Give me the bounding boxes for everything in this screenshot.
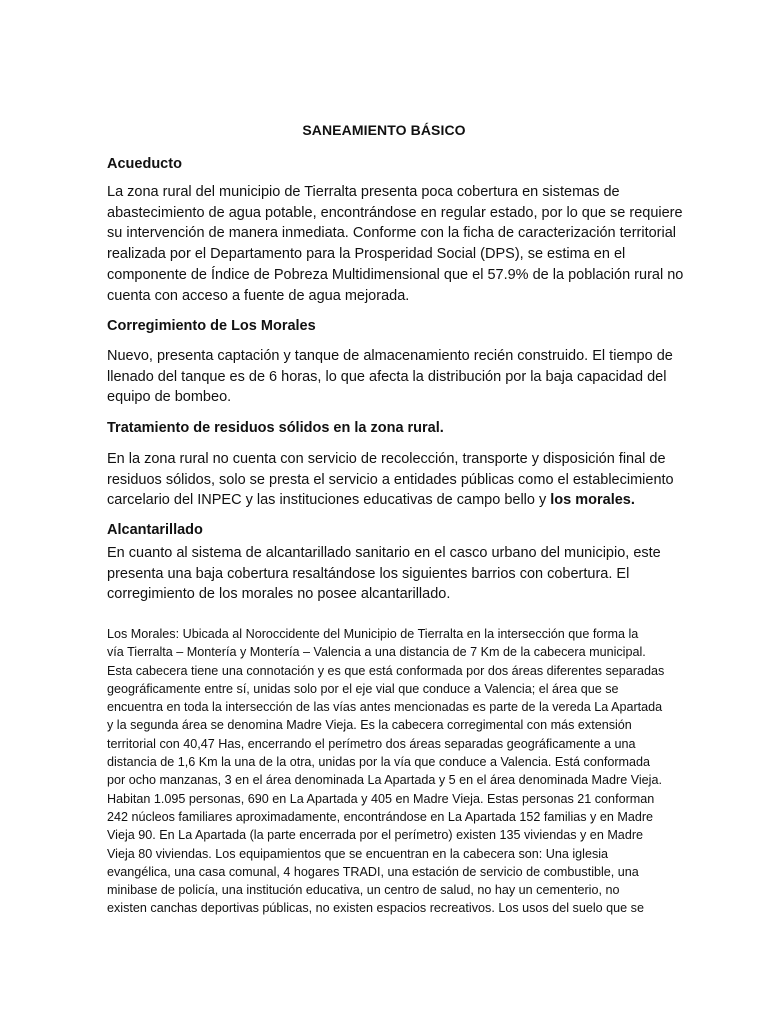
text-line: evangélica, una casa comunal, 4 hogares TRADI, una estación de servicio de combustible, una [107,864,639,879]
paragraph-acueducto [107,182,684,306]
text-line: realizada por el Departamento para la Prosperidad Social (DPS), se estima en el [107,246,626,263]
text-line [107,490,667,511]
heading-alcantarillado: Alcantarillado [107,522,203,538]
text-line: su intervención de manera inmediata. Conforme con la ficha de caracterización territorial [107,225,677,242]
document-title: SANEAMIENTO BÁSICO [302,122,466,138]
heading-residuos: Tratamiento de residuos sólidos en la zona rural. [107,420,444,436]
text-line: llenado del tanque es de 6 horas, lo que afecta la distribución por la baja capacidad del [107,368,667,385]
text-line: y la segunda área se denomina Madre Vieja. Es la cabecera corregimental con más extensión [107,718,632,733]
text-line: La zona rural del municipio de Tierralta presenta poca cobertura en sistemas de [107,184,620,200]
text-line: cuenta con acceso a fuente de agua mejorada. [107,287,410,304]
heading-acueducto: Acueducto [107,156,182,172]
text-line: corregimiento de los morales no posee alcantarillado. [107,586,451,603]
text-line: Nuevo, presenta captación y tanque de almacenamiento recién construido. El tiempo de [107,348,673,364]
text-line: abastecimiento de agua potable, encontrándose en regular estado, por lo que se requiere [107,204,683,221]
text-line: Habitan 1.095 personas, 690 en La Apartada y 405 en Madre Vieja. Estas personas 21 conforman [107,791,655,806]
text-run-bold: los morales. [550,492,635,509]
heading-corregimiento: Corregimiento de Los Morales [107,318,316,334]
text-line: existen canchas deportivas públicas, no existen espacios recreativos. Los usos del suelo que se [107,901,644,916]
text-line: Vieja 90. En La Apartada (la parte encerrada por el perímetro) existen 135 viviendas y en Madre [107,828,644,843]
text-line: Esta cabecera tiene una connotación y es que está conformada por dos áreas diferentes separadas [107,663,665,678]
text-line: presenta una baja cobertura resaltándose los siguientes barrios con cobertura. El [107,565,630,582]
text-line: equipo de bombeo. [107,389,232,406]
text-run: carcelario del INPEC y las instituciones educativas de campo bello y [107,492,551,509]
text-line: distancia de 1,6 Km la una de la otra, unidas por la vía que conduce a Valencia. Está conformada [107,755,651,770]
paragraph-residuos [107,449,674,511]
text-line: encuentra en toda la intersección de las vías antes mencionadas es parte de la vereda La Apartada [107,700,663,715]
text-line: 242 núcleos familiares aproximadamente, encontrándose en La Apartada 152 familias y en Madre [107,809,654,824]
text-line: En la zona rural no cuenta con servicio de recolección, transporte y disposición final de [107,451,666,467]
text-line: componente de Índice de Pobreza Multidimensional que el 57.9% de la población rural no [107,266,684,283]
text-line: En cuanto al sistema de alcantarillado sanitario en el casco urbano del municipio, este [107,545,661,561]
text-line: geográficamente entre sí, unidas solo por el eje vial que conduce a Valencia; el área que se [107,681,619,696]
text-line: por ocho manzanas, 3 en el área denominada La Apartada y 5 en el área denominada Madre Vieja. [107,773,662,788]
text-line: vía Tierralta – Montería y Montería – Valencia a una distancia de 7 Km de la cabecera municipal. [107,645,646,660]
paragraph-los-morales [107,625,667,918]
text-line: Vieja 80 viviendas. Los equipamientos que se encuentran en la cabecera son: Una iglesia [107,846,609,861]
text-line: territorial con 40,47 Has, encerrando el perímetro dos áreas separadas geográficamente a una [107,736,636,751]
text-line: minibase de policía, una institución educativa, un centro de salud, no hay un cementerio, no [107,883,620,898]
paragraph-corregimiento [107,346,673,408]
text-line: residuos sólidos, solo se presta el servicio a entidades públicas como el establecimiento [107,471,674,488]
paragraph-alcantarillado [107,543,667,605]
text-line: Los Morales: Ubicada al Noroccidente del Municipio de Tierralta en la intersección que forma la [107,627,639,641]
